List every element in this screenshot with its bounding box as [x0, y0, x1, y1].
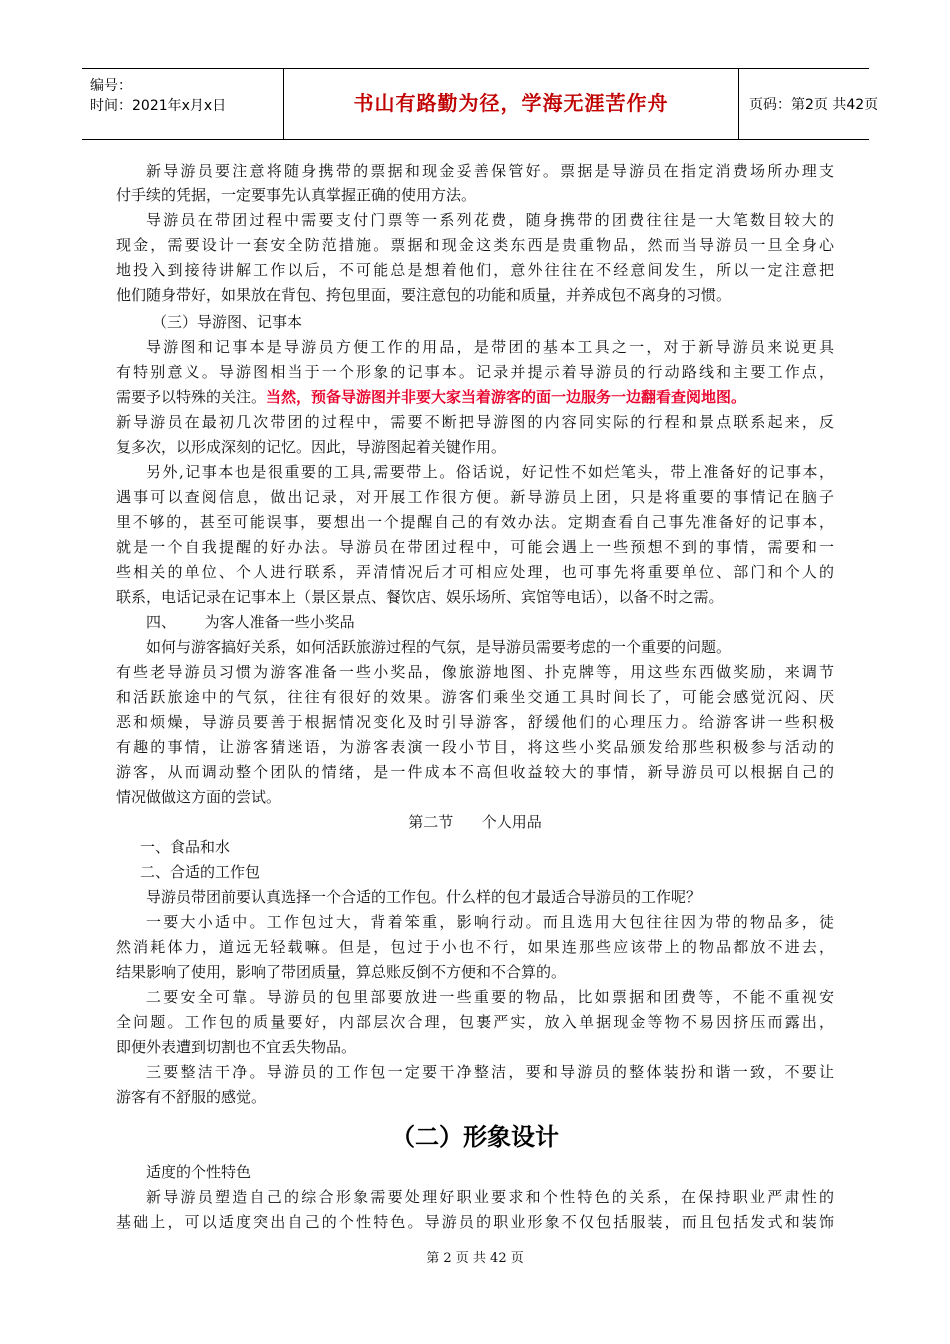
paragraph-line: 导游员带团前要认真选择一个合适的工作包。什么样的包才最适合导游员的工作呢？: [146, 888, 702, 906]
subsection-heading: （三）导游图、记事本: [152, 313, 303, 331]
paragraph-line: 情况做做这方面的尝试。: [116, 788, 282, 806]
footer-page-number: 第 2 页 共 42 页: [426, 1251, 524, 1266]
paragraph-line: 有特别意义。导游图相当于一个形象的记事本。记录并提示着导游员的行动路线和主要工作点，: [116, 363, 834, 381]
paragraph-line: 如何与游客搞好关系，如何活跃旅游过程的气氛，是导游员需要考虑的一个重要的问题。: [146, 638, 732, 656]
section-heading-four: 四、 为客人准备一些小奖品: [146, 613, 355, 631]
paragraph-line: 全问题。工作包的质量要好，内部层次合理，包裹严实，放入单据现金等物不易因挤压而露出，: [116, 1013, 834, 1031]
paragraph-line: 里不够的，甚至可能误事，要想出一个提醒自己的有效办法。定期查看自己事先准备好的记事本，: [116, 513, 834, 531]
paragraph-line: 恶和烦燥，导游员要善于根据情况变化及时引导游客，舒缓他们的心理压力。给游客讲一些积极: [116, 713, 834, 731]
highlighted-text: 当然，预备导游图并非要大家当着游客的面一边服务一边翻看查阅地图。: [266, 388, 747, 406]
paragraph-text: 需要予以特殊的关注。: [116, 388, 267, 406]
number-label: 编号：: [90, 78, 132, 94]
paragraph-line: 付手续的凭据，一定要事先认真掌握正确的使用方法。: [116, 186, 477, 204]
paragraph-line: 现金，需要设计一套安全防范措施。票据和现金这类东西是贵重物品，然而当导游员一旦全身心: [116, 236, 834, 254]
paragraph-line: 另外,记事本也是很重要的工具,需要带上。俗话说，好记性不如烂笔头，带上准备好的记事本，: [146, 463, 834, 481]
paragraph-line: 地投入到接待讲解工作以后，不可能总是想着他们，意外往往在不经意间发生，所以一定注意把: [116, 261, 834, 279]
paragraph-line: 二要安全可靠。导游员的包里部要放进一些重要的物品，比如票据和团费等，不能不重视安: [146, 988, 834, 1006]
paragraph-line: 联系，电话记录在记事本上（景区景点、餐饮店、娱乐场所、宾馆等电话），以备不时之需。: [116, 588, 724, 606]
header-right-cell: [739, 69, 879, 139]
paragraph-line: 适度的个性特色: [146, 1163, 252, 1181]
page-header: [82, 68, 879, 140]
paragraph-line: 结果影响了使用，影响了带团质量，算总账反倒不方便和不合算的。: [116, 963, 567, 981]
paragraph-line: 三要整洁干净。导游员的工作包一定要干净整洁，要和导游员的整体装扮和谐一致，不要让: [146, 1063, 834, 1081]
paragraph-line: 导游图和记事本是导游员方便工作的用品，是带团的基本工具之一，对于新导游员来说更具: [146, 338, 834, 356]
time-label: 时间：2021年x月x日: [90, 98, 227, 114]
header-middle-cell: [284, 69, 739, 139]
paragraph-line: 新导游员塑造自己的综合形象需要处理好职业要求和个性特色的关系，在保持职业严肃性的: [146, 1188, 834, 1206]
paragraph-line: 基础上，可以适度突出自己的个性特色。导游员的职业形象不仅包括服装，而且包括发式和装饰: [116, 1213, 834, 1231]
paragraph-line: 游客有不舒服的感觉。: [116, 1088, 267, 1106]
section-title: （二）形象设计: [391, 1123, 559, 1151]
section-heading-two: 第二节 个人用品: [408, 813, 542, 831]
page-footer: [0, 1247, 950, 1266]
paragraph-line: 他们随身带好，如果放在背包、挎包里面，要注意包的功能和质量，并养成包不离身的习惯。: [116, 286, 732, 304]
paragraph-line: [116, 385, 834, 409]
paragraph-line: 新导游员在最初几次带团的过程中，需要不断把导游图的内容同实际的行程和景点联系起来，反: [116, 413, 834, 431]
paragraph-line: 复多次，以形成深刻的记忆。因此，导游图起着关键作用。: [116, 438, 507, 456]
paragraph-line: 和活跃旅途中的气氛，往往有很好的效果。游客们乘坐交通工具时间长了，可能会感觉沉闷、厌: [116, 688, 834, 706]
paragraph-line: 游客，从而调动整个团队的情绪，是一件成本不高但收益较大的事情，新导游员可以根据自己的: [116, 763, 834, 781]
paragraph-line: 有趣的事情，让游客猜迷语，为游客表演一段小节目，将这些小奖品颁发给那些积极参与活动的: [116, 738, 834, 756]
header-left-cell: [82, 69, 284, 139]
list-item: 二、合适的工作包: [140, 863, 261, 881]
paragraph-line: 即便外表遭到切割也不宜丢失物品。: [116, 1038, 357, 1056]
header-motto: 书山有路勤为径，学海无涯苦作舟: [353, 91, 669, 115]
paragraph-line: 就是一个自我提醒的好办法。导游员在带团过程中，可能会遇上一些预想不到的事情，需要和一: [116, 538, 834, 556]
paragraph-line: 有些老导游员习惯为游客准备一些小奖品，像旅游地图、扑克牌等，用这些东西做奖励，来调节: [116, 663, 834, 681]
paragraph-line: 一要大小适中。工作包过大，背着笨重，影响行动。而且选用大包往往因为带的物品多，徒: [146, 913, 834, 931]
page-code: 页码：第2页 共42页: [749, 97, 879, 113]
list-item: 一、食品和水: [140, 838, 231, 856]
paragraph-line: 导游员在带团过程中需要支付门票等一系列花费，随身携带的团费往往是一大笔数目较大的: [146, 211, 834, 229]
paragraph-line: 遇事可以查阅信息，做出记录，对开展工作很方便。新导游员上团，只是将重要的事情记在脑子: [116, 488, 834, 506]
paragraph-line: 新导游员要注意将随身携带的票据和现金妥善保管好。票据是导游员在指定消费场所办理支: [146, 162, 834, 180]
paragraph-line: 然消耗体力，道远无轻载嘛。但是，包过于小也不行，如果连那些应该带上的物品都放不进去，: [116, 938, 834, 956]
paragraph-line: 些相关的单位、个人进行联系，弄清情况后才可相应处理，也可事先将重要单位、部门和个人的: [116, 563, 834, 581]
